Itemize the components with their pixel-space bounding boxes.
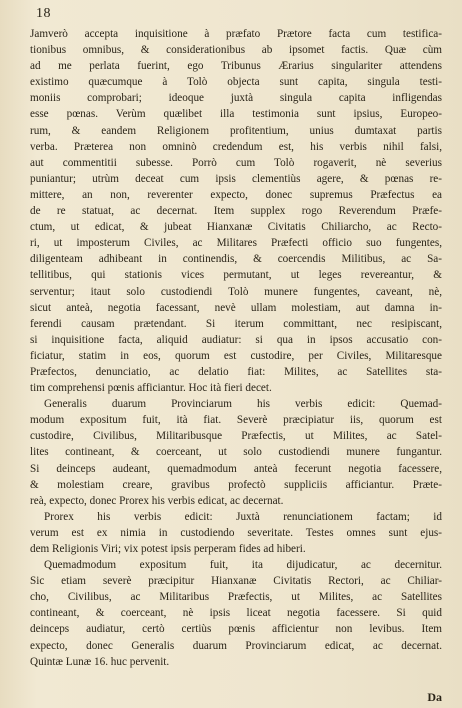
text-line: puniantur; utrùm deceat cum ipsis clementiùs agere, & pœnas re- (30, 172, 442, 185)
text-line: verum est ex nimia in custodiendo severitate. Testes omnes sunt ejus- (30, 526, 442, 539)
text-line: expecto, donec Generalis duarum Provinciarum edicat, ac decernat. (30, 639, 442, 652)
text-line: si inquisitione facta, aliquid audiatur: si qua in ipsos accusatio con- (30, 333, 442, 346)
text-line: reà, expecto, donec Prorex his verbis edicat, ac decernat. (30, 494, 284, 507)
text-line: contineant, & coerceant, nè ipsis liceat negotia facessere. Si quid (30, 607, 442, 620)
text-line: Si deinceps audeant, quemadmodum anteà fecerunt negotia facessere, (30, 462, 442, 475)
text-line: tellitibus, qui stationis vices permutant, ut leges revereantur, & (30, 269, 442, 282)
text-line: dem Religionis Viri; vix potest ipsis perperam fides ad hiberi. (30, 543, 306, 555)
text-line: Quemadmodum expositum fuit, ita dijudicatur, ac decernitur. (44, 559, 442, 572)
text-line: Præfectos, denunciatio, ac delatio fiat: Milites, ac Satellites sta- (30, 365, 442, 378)
text-line: tim comprehensi pœnis afficiantur. Hoc ità fieri decet. (30, 382, 272, 395)
text-line: aut commentitii subesse. Porrò cum Tolò rogaverit, nè severius (30, 156, 442, 169)
text-line: sicut anteà, negotia facessant, nevè ullam molestiam, aut damna in- (30, 301, 442, 314)
text-line: diligenteam adhibeant in continendis, & coercendis Militibus, ac Sa- (30, 253, 442, 266)
text-line: Jamverò accepta inquisitione à præfato Prætore facta cum testifica- (30, 28, 442, 40)
body-text (30, 26, 442, 670)
text-line: moniis comprobari; ideoque juxtà singula capita infligendas (30, 92, 442, 105)
text-line: Prorex his verbis edicit: Juxtà renunciationem factam; id (44, 510, 442, 523)
text-line: lites contineant, & coerceant, ut solo custodiendi munere fungantur. (30, 446, 442, 459)
text-line: cho, Civilibus, ac Militaribus Præfectis, ut Milites, ac Satellites (30, 591, 442, 604)
text-line: & molestiam creare, gravibus profectò suppliciis afficiantur. Præte- (30, 478, 442, 491)
text-line: ri, ut imposterum Civiles, ac Militares Præfecti officio suo fungentes, (30, 237, 442, 250)
text-line: tionibus omnibus, & considerationibus ab ipsomet factis. Quæ cùm (30, 44, 442, 57)
catchword: Da (427, 690, 442, 704)
text-line: Quintæ Lunæ 16. huc pervenit. (30, 655, 170, 668)
text-line: deinceps audiatur, certò certiùs pœnis afficientur non levibus. Item (30, 623, 442, 636)
text-line: modum expositum fuit, ità fiat. Severè præcipiatur iis, quorum est (30, 414, 442, 427)
text-line: ctum, ut edicat, & jubeat Hianxanæ Civitatis Chiliarcho, ac Recto- (30, 221, 442, 234)
text-line: Generalis duarum Provinciarum his verbis edicit: Quemad- (44, 398, 442, 411)
text-line: esse pœnas. Verùm quælibet illa testimonia sunt ipsius, Europeo- (30, 108, 442, 121)
text-line: ferendi causam prætendant. Si iterum committant, nec resipiscant, (30, 317, 442, 330)
text-line: custodire, Civilibus, Militaribusque Præfectis, ut Milites, ac Satel- (30, 430, 442, 443)
text-line: mittere, an non, reverenter expecto, donec supremus Præfectus ea (30, 188, 442, 201)
text-line: serventur; itaut solo custodiendi Tolò munere fungentes, caveant, nè, (30, 285, 442, 298)
text-line: ficiatur, statim in eos, quorum est custodire, per Civiles, Militaresque (30, 349, 442, 362)
text-line: ad me perlata fuerint, ego Tribunus Ærarius singulariter attendens (30, 60, 442, 73)
text-line: rum, & eandem Religionem profitentium, unius dumtaxat partis (30, 124, 442, 137)
text-line: existimo quæcumque à Tolò objecta sunt capita, singula testi- (30, 76, 442, 89)
page-number: 18 (36, 6, 51, 21)
text-line: verba. Præterea non omninò credendum est, his verbis nihil falsi, (30, 140, 442, 153)
text-line: de re statuat, ac decernat. Item supplex rogo Reverendum Præfe- (30, 205, 442, 218)
text-line: Sic etiam severè præcipitur Hianxanæ Civitatis Rectori, ac Chiliar- (30, 575, 442, 588)
